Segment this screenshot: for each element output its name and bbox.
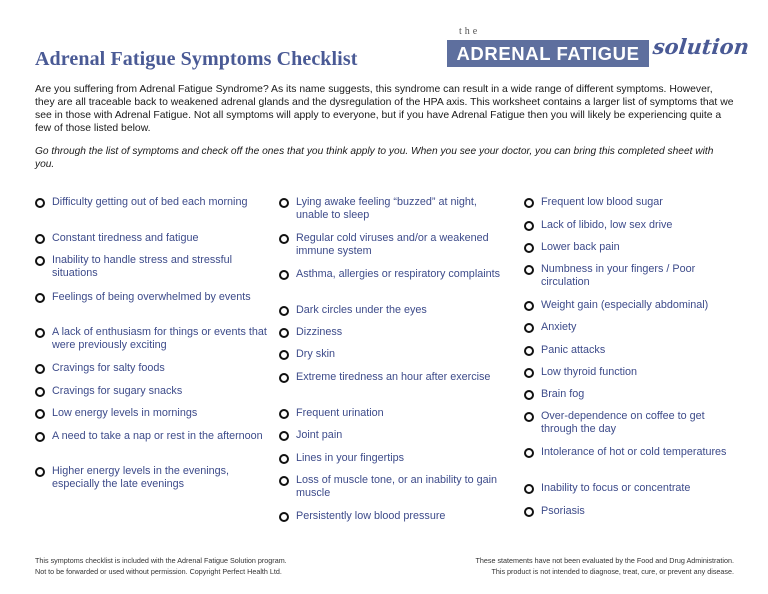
checklist-item-label: Extreme tiredness an hour after exercise [296,371,491,383]
checkbox-circle-icon[interactable] [524,448,534,458]
checklist-item-label: Lack of libido, low sex drive [541,219,673,231]
checkbox-circle-icon[interactable] [279,198,289,208]
checkbox-circle-icon[interactable] [524,507,534,517]
checklist-item[interactable] [279,268,511,281]
footer-copyright [35,555,365,577]
footer-right-line-1: These statements have not been evaluated by the Food and Drug Administration. [475,556,734,565]
checklist-item[interactable] [524,263,738,289]
checkbox-circle-icon[interactable] [35,234,45,244]
checklist-item-label: Persistently low blood pressure [296,510,446,522]
checklist-item[interactable] [524,321,738,334]
checkbox-circle-icon[interactable] [279,350,289,360]
checklist-item[interactable] [279,326,511,339]
page-title: Adrenal Fatigue Symptoms Checklist [35,48,358,70]
checklist-item-label: Dark circles under the eyes [296,304,427,316]
checklist-item[interactable] [524,241,738,254]
brand-logo [447,26,751,72]
checklist-item[interactable] [35,362,267,375]
checklist-item[interactable] [524,388,738,401]
checkbox-circle-icon[interactable] [524,265,534,275]
logo-script-text: solution [651,34,751,59]
checklist-item-label: Higher energy levels in the evenings, especially the late evenings [52,465,230,490]
checkbox-circle-icon[interactable] [35,364,45,374]
checkbox-circle-icon[interactable] [279,373,289,383]
checklist-item-label: Feelings of being overwhelmed by events [52,291,251,303]
checklist-item-label: Frequent urination [296,407,384,419]
checklist-item[interactable] [524,482,738,495]
checkbox-circle-icon[interactable] [35,293,45,303]
checkbox-circle-icon[interactable] [279,270,289,280]
instructions-paragraph: Go through the list of symptoms and check off the ones that you think apply to you. When you see your doctor, you can bring this completed sheet with you. [35,146,714,170]
checklist-item-label: Lying awake feeling “buzzed” at night, unable to sleep [296,196,477,221]
checkbox-circle-icon[interactable] [35,198,45,208]
checkbox-circle-icon[interactable] [35,328,45,338]
checklist-item[interactable] [35,465,267,491]
checkbox-circle-icon[interactable] [524,323,534,333]
footer-disclaimer [384,555,734,577]
checklist-item-label: Regular cold viruses and/or a weakened immune system [296,232,489,257]
checklist-item-label: Weight gain (especially abdominal) [541,299,709,311]
checkbox-circle-icon[interactable] [279,454,289,464]
checklist-item[interactable] [35,407,267,420]
checklist-item-label: Dizziness [296,326,343,338]
checkbox-circle-icon[interactable] [524,346,534,356]
checklist-item[interactable] [279,474,511,500]
checkbox-circle-icon[interactable] [524,221,534,231]
checkbox-circle-icon[interactable] [279,431,289,441]
checkbox-circle-icon[interactable] [279,234,289,244]
checkbox-circle-icon[interactable] [524,412,534,422]
checklist-item-label: Difficulty getting out of bed each morning [52,196,248,208]
checklist-item-label: Inability to handle stress and stressful situations [52,254,233,279]
checklist-item-label: Low thyroid function [541,366,638,378]
footer-left-line-2: Not to be forwarded or used without permission. Copyright Perfect Health Ltd. [35,567,282,576]
checklist-item[interactable] [279,371,511,384]
checklist-item[interactable] [524,299,738,312]
checklist-item-label: Constant tiredness and fatigue [52,232,199,244]
checklist-item[interactable] [279,407,511,420]
checklist-item-label: Cravings for sugary snacks [52,385,183,397]
checklist-item-label: Anxiety [541,321,577,333]
checklist-item[interactable] [279,196,511,222]
checklist-item-label: Frequent low blood sugar [541,196,663,208]
checklist-item-label: Numbness in your fingers / Poor circulation [541,263,696,288]
checklist-item-label: A need to take a nap or rest in the afternoon [52,430,263,442]
checkbox-circle-icon[interactable] [524,368,534,378]
checkbox-circle-icon[interactable] [524,484,534,494]
checkbox-circle-icon[interactable] [524,243,534,253]
checklist-item-label: Intolerance of hot or cold temperatures [541,446,727,458]
checklist-item[interactable] [524,344,738,357]
checklist-item-label: Brain fog [541,388,585,400]
logo-main-text: ADRENAL FATIGUE [447,40,649,67]
checklist-item[interactable] [35,196,267,209]
checklist-item[interactable] [524,446,738,459]
checklist-item-label: A lack of enthusiasm for things or events that were previously exciting [52,326,267,351]
checkbox-circle-icon[interactable] [35,387,45,397]
checklist-item[interactable] [35,291,267,304]
checklist-item[interactable] [279,304,511,317]
checkbox-circle-icon[interactable] [279,328,289,338]
checklist-item[interactable] [35,254,267,280]
checkbox-circle-icon[interactable] [279,306,289,316]
checklist-item[interactable] [524,410,738,436]
checkbox-circle-icon[interactable] [524,198,534,208]
checklist-item-label: Asthma, allergies or respiratory complaints [296,268,501,280]
checklist-item[interactable] [279,232,511,258]
checkbox-circle-icon[interactable] [35,409,45,419]
checklist-item[interactable] [35,430,267,443]
checklist-item-label: Dry skin [296,348,335,360]
checklist-item[interactable] [524,196,738,209]
checklist-item-label: Over-dependence on coffee to get through the day [541,410,705,435]
checkbox-circle-icon[interactable] [524,301,534,311]
checklist-item-label: Joint pain [296,429,343,441]
checkbox-circle-icon[interactable] [35,467,45,477]
checkbox-circle-icon[interactable] [279,512,289,522]
checklist-item[interactable] [524,219,738,232]
checklist-item-label: Inability to focus or concentrate [541,482,691,494]
checklist-item-label: Loss of muscle tone, or an inability to gain muscle [296,474,498,499]
checklist-item[interactable] [279,452,511,465]
checkbox-circle-icon[interactable] [35,256,45,266]
checkbox-circle-icon[interactable] [279,409,289,419]
checklist-item-label: Lines in your fingertips [296,452,405,464]
checklist-item[interactable] [279,429,511,442]
checklist-item[interactable] [279,348,511,361]
footer-left-line-1: This symptoms checklist is included with the Adrenal Fatigue Solution program. [35,556,287,565]
footer-right-line-2: This product is not intended to diagnose, treat, cure, or prevent any disease. [491,567,734,576]
checklist-item[interactable] [35,232,267,245]
checklist-item[interactable] [35,385,267,398]
checklist-item-label: Lower back pain [541,241,620,253]
checklist-item-label: Cravings for salty foods [52,362,165,374]
checklist-item[interactable] [35,326,267,352]
intro-paragraph: Are you suffering from Adrenal Fatigue Syndrome? As its name suggests, this syndrome can result in a wide range of different symptoms. However, they are all traceable back to weakened adrenal glands and the dysregulation of the HPA axis. This worksheet contains a larger list of symptoms that we see in those with Adrenal Fatigue. Not all symptoms will apply to everyone, but if you have Adrenal Fatigue then you will likely be experiencing quite a few of those listed below. [35,84,734,134]
checklist-item[interactable] [524,505,738,518]
checkbox-circle-icon[interactable] [524,390,534,400]
checklist-item-label: Panic attacks [541,344,606,356]
logo-the-text: the [459,26,481,37]
checklist-item[interactable] [279,510,511,523]
checklist-item[interactable] [524,366,738,379]
checklist-item-label: Low energy levels in mornings [52,407,198,419]
checklist-item-label: Psoriasis [541,505,585,517]
checkbox-circle-icon[interactable] [35,432,45,442]
checkbox-circle-icon[interactable] [279,476,289,486]
